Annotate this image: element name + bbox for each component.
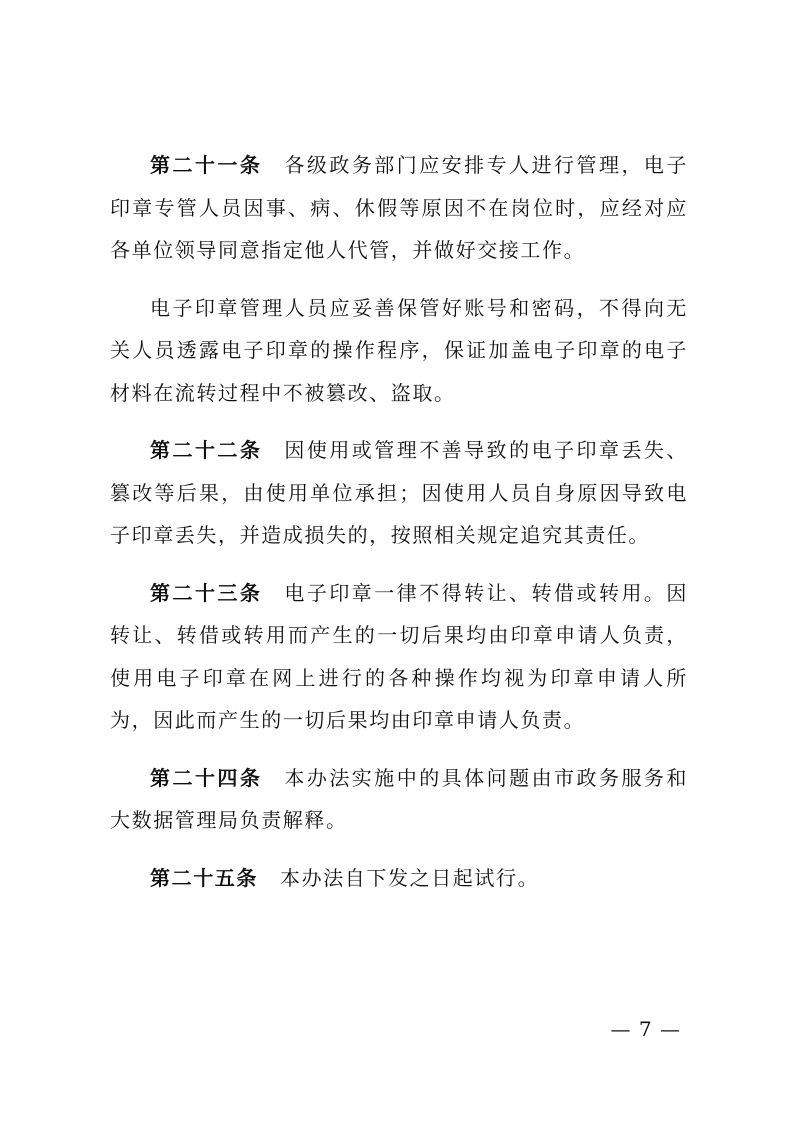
article-24	[110, 757, 688, 842]
article-21-paragraph-2	[110, 287, 688, 415]
article-21	[110, 144, 688, 272]
article-text: 各级政务部门应安排专人进行管理，电子印章专管人员因事、病、休假等原因不在岗位时，应经对应各单位领导同意指定他人代管，并做好交接工作。	[110, 153, 689, 262]
document-body	[110, 144, 688, 914]
article-25	[110, 857, 688, 900]
article-text: 本办法自下发之日起试行。	[280, 865, 540, 890]
page-number: — 7 —	[610, 1017, 681, 1041]
article-label: 第二十三条	[150, 580, 263, 605]
article-text: 电子印章一律不得转让、转借或转用。因转让、转借或转用而产生的一切后果均由印章申请人负责，使用电子印章在网上进行的各种操作均视为印章申请人所为，因此而产生的一切后果均由印章申请人负责。	[110, 580, 689, 732]
article-label: 第二十一条	[150, 153, 263, 177]
article-text: 本办法实施中的具体问题由市政务服务和大数据管理局负责解释。	[110, 765, 689, 832]
article-text: 电子印章管理人员应妥善保管好账号和密码，不得向无关人员透露电子印章的操作程序，保证加盖电子印章的电子材料在流转过程中不被篡改、盗取。	[110, 295, 688, 405]
article-label: 第二十二条	[150, 438, 263, 462]
article-23	[110, 572, 688, 742]
article-22	[110, 429, 688, 557]
article-label: 第二十五条	[150, 865, 258, 890]
article-text: 因使用或管理不善导致的电子印章丢失、篡改等后果，由使用单位承担；因使用人员自身原因导致电子印章丢失，并造成损失的，按照相关规定追究其责任。	[110, 438, 689, 547]
article-label: 第二十四条	[150, 765, 263, 790]
